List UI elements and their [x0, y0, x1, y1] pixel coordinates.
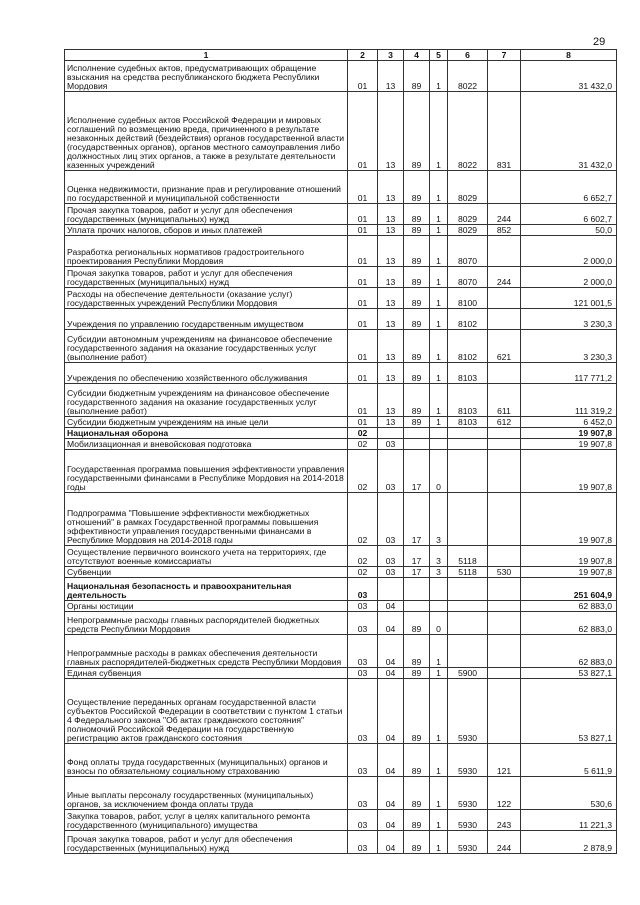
expense-type-code: [488, 236, 521, 267]
row-name: Единая субвенция: [65, 668, 348, 679]
program-code: 89: [404, 309, 430, 330]
row-name: Субсидии автономным учреждениям на финансовое обеспечение государственного задания на оказание государственных услуг (выполнение работ): [65, 330, 348, 363]
budget-table: [64, 49, 617, 854]
amount: 117 771,2: [521, 363, 617, 384]
subprogram-code: 1: [430, 744, 448, 777]
subsection-code: 13: [378, 92, 404, 171]
subsection-code: 03: [378, 450, 404, 493]
program-code: 17: [404, 567, 430, 578]
program-code: 89: [404, 679, 430, 744]
subprogram-code: 1: [430, 363, 448, 384]
expense-type-code: [488, 61, 521, 92]
subsection-code: 04: [378, 679, 404, 744]
target-code: [448, 601, 488, 612]
amount: 53 827,1: [521, 668, 617, 679]
col-header-7: 7: [488, 50, 521, 61]
row-name: Непрограммные расходы главных распорядителей бюджетных средств Республики Мордовия: [65, 612, 348, 635]
target-code: [448, 578, 488, 601]
table-row: [65, 61, 617, 92]
subsection-code: 03: [378, 567, 404, 578]
subprogram-code: 1: [430, 668, 448, 679]
section-code: 03: [348, 601, 378, 612]
table-row: [65, 267, 617, 288]
table-row: [65, 810, 617, 831]
amount: 530,6: [521, 777, 617, 810]
subsection-code: 04: [378, 744, 404, 777]
amount: 6 652,7: [521, 171, 617, 204]
expense-type-code: 530: [488, 567, 521, 578]
program-code: 89: [404, 225, 430, 236]
target-code: 8070: [448, 236, 488, 267]
expense-type-code: [488, 309, 521, 330]
amount: 19 907,8: [521, 439, 617, 450]
subprogram-code: [430, 439, 448, 450]
table-row: [65, 309, 617, 330]
target-code: 5900: [448, 668, 488, 679]
table-row: [65, 777, 617, 810]
table-row: [65, 439, 617, 450]
row-name: Исполнение судебных актов Российской Федерации и мировых соглашений по возмещению вреда, причиненного в результате незаконных действий (бездействия) органов государственной власти (государственных органов), органов местного самоуправления либо должностных лиц этих органов, а также в результате деятельности казенных учреждений: [65, 92, 348, 171]
section-code: 03: [348, 831, 378, 854]
row-name: Фонд оплаты труда государственных (муниципальных) органов и взносы по обязательному социальному страхованию: [65, 744, 348, 777]
table-row: [65, 236, 617, 267]
subsection-code: 04: [378, 635, 404, 668]
subprogram-code: 1: [430, 171, 448, 204]
subsection-code: 03: [378, 439, 404, 450]
col-header-8: 8: [521, 50, 617, 61]
amount: 6 452,0: [521, 417, 617, 428]
row-name: Национальная оборона: [65, 428, 348, 439]
subsection-code: 13: [378, 363, 404, 384]
row-name: Прочая закупка товаров, работ и услуг для обеспечения государственных (муниципальных) нужд: [65, 831, 348, 854]
program-code: 89: [404, 384, 430, 417]
target-code: 5930: [448, 744, 488, 777]
subprogram-code: 1: [430, 92, 448, 171]
amount: 53 827,1: [521, 679, 617, 744]
amount: 31 432,0: [521, 61, 617, 92]
col-header-4: 4: [404, 50, 430, 61]
subprogram-code: 1: [430, 204, 448, 225]
row-name: Национальная безопасность и правоохранительная деятельность: [65, 578, 348, 601]
target-code: [448, 635, 488, 668]
subprogram-code: 1: [430, 635, 448, 668]
amount: 11 221,3: [521, 810, 617, 831]
table-row: [65, 92, 617, 171]
expense-type-code: [488, 363, 521, 384]
table-row: [65, 831, 617, 854]
program-code: [404, 439, 430, 450]
target-code: 8022: [448, 92, 488, 171]
target-code: 8029: [448, 171, 488, 204]
subprogram-code: [430, 578, 448, 601]
table-row: [65, 417, 617, 428]
program-code: 89: [404, 831, 430, 854]
section-code: 03: [348, 777, 378, 810]
expense-type-code: 122: [488, 777, 521, 810]
row-name: Исполнение судебных актов, предусматривающих обращение взыскания на средства республиканского бюджета Республики Мордовия: [65, 61, 348, 92]
subprogram-code: 1: [430, 679, 448, 744]
subprogram-code: [430, 601, 448, 612]
program-code: 89: [404, 204, 430, 225]
table-row: [65, 601, 617, 612]
program-code: 17: [404, 546, 430, 567]
amount: 62 883,0: [521, 635, 617, 668]
program-code: 89: [404, 612, 430, 635]
subsection-code: 04: [378, 612, 404, 635]
subsection-code: 04: [378, 777, 404, 810]
subsection-code: 13: [378, 171, 404, 204]
subsection-code: 03: [378, 493, 404, 546]
subsection-code: 13: [378, 417, 404, 428]
table-row: [65, 428, 617, 439]
program-code: 89: [404, 267, 430, 288]
row-name: Учреждения по управлению государственным имуществом: [65, 309, 348, 330]
expense-type-code: 243: [488, 810, 521, 831]
subsection-code: 13: [378, 330, 404, 363]
subprogram-code: 1: [430, 236, 448, 267]
subprogram-code: 3: [430, 546, 448, 567]
expense-type-code: [488, 288, 521, 309]
row-name: Расходы на обеспечение деятельности (оказание услуг) государственных учреждений Республики Мордовия: [65, 288, 348, 309]
section-code: 01: [348, 288, 378, 309]
expense-type-code: [488, 668, 521, 679]
subsection-code: 13: [378, 309, 404, 330]
subprogram-code: 0: [430, 612, 448, 635]
program-code: 89: [404, 777, 430, 810]
section-code: 02: [348, 493, 378, 546]
section-code: 01: [348, 236, 378, 267]
subsection-code: 13: [378, 267, 404, 288]
header-row: [65, 50, 617, 61]
section-code: 03: [348, 578, 378, 601]
row-name: Непрограммные расходы в рамках обеспечения деятельности главных распорядителей-бюджетных средств Республики Мордовия: [65, 635, 348, 668]
amount: 251 604,9: [521, 578, 617, 601]
program-code: 89: [404, 810, 430, 831]
amount: 121 001,5: [521, 288, 617, 309]
target-code: 5930: [448, 810, 488, 831]
amount: 111 319,2: [521, 384, 617, 417]
section-code: 01: [348, 384, 378, 417]
amount: 5 611,9: [521, 744, 617, 777]
expense-type-code: 121: [488, 744, 521, 777]
subsection-code: 13: [378, 225, 404, 236]
amount: 19 907,8: [521, 493, 617, 546]
section-code: 03: [348, 679, 378, 744]
target-code: [448, 612, 488, 635]
target-code: 5930: [448, 831, 488, 854]
col-header-3: 3: [378, 50, 404, 61]
expense-type-code: 244: [488, 267, 521, 288]
table-row: [65, 744, 617, 777]
amount: 2 000,0: [521, 236, 617, 267]
subsection-code: 13: [378, 204, 404, 225]
target-code: 8102: [448, 330, 488, 363]
row-name: Учреждения по обеспечению хозяйственного обслуживания: [65, 363, 348, 384]
table-row: [65, 330, 617, 363]
subsection-code: [378, 428, 404, 439]
subsection-code: 13: [378, 384, 404, 417]
amount: 2 878,9: [521, 831, 617, 854]
table-row: [65, 546, 617, 567]
row-name: Субсидии бюджетным учреждениям на финансовое обеспечение государственного задания на оказание государственных услуг (выполнение работ): [65, 384, 348, 417]
table-row: [65, 635, 617, 668]
table-row: [65, 288, 617, 309]
subsection-code: 13: [378, 236, 404, 267]
subsection-code: 04: [378, 668, 404, 679]
table-row: [65, 567, 617, 578]
section-code: 02: [348, 428, 378, 439]
section-code: 02: [348, 450, 378, 493]
section-code: 03: [348, 744, 378, 777]
table-row: [65, 668, 617, 679]
subsection-code: [378, 578, 404, 601]
program-code: [404, 601, 430, 612]
row-name: Закупка товаров, работ, услуг в целях капитального ремонта государственного (муниципального) имущества: [65, 810, 348, 831]
program-code: 89: [404, 236, 430, 267]
target-code: [448, 450, 488, 493]
table-row: [65, 171, 617, 204]
expense-type-code: [488, 439, 521, 450]
row-name: Осуществление первичного воинского учета на территориях, где отсутствуют военные комиссариаты: [65, 546, 348, 567]
amount: 3 230,3: [521, 309, 617, 330]
amount: 62 883,0: [521, 612, 617, 635]
program-code: 89: [404, 171, 430, 204]
target-code: 8103: [448, 417, 488, 428]
col-header-1: 1: [65, 50, 348, 61]
subprogram-code: 3: [430, 493, 448, 546]
target-code: [448, 493, 488, 546]
section-code: 02: [348, 567, 378, 578]
amount: 19 907,8: [521, 450, 617, 493]
subprogram-code: 1: [430, 288, 448, 309]
row-name: Осуществление переданных органам государственной власти субъектов Российской Федерации в соответствии с пунктом 1 статьи 4 Федерального закона "Об актах гражданского состояния" полномочий Российской Федерации на государственную регистрацию актов гражданского состояния: [65, 679, 348, 744]
section-code: 03: [348, 810, 378, 831]
target-code: 5930: [448, 777, 488, 810]
amount: 6 602,7: [521, 204, 617, 225]
expense-type-code: 852: [488, 225, 521, 236]
target-code: 5930: [448, 679, 488, 744]
subprogram-code: 1: [430, 225, 448, 236]
table-row: [65, 204, 617, 225]
expense-type-code: [488, 635, 521, 668]
subprogram-code: 1: [430, 330, 448, 363]
row-name: Государственная программа повышения эффективности управления государственными финансами в Республике Мордовия на 2014-2018 годы: [65, 450, 348, 493]
subsection-code: 13: [378, 61, 404, 92]
program-code: 89: [404, 635, 430, 668]
row-name: Субвенции: [65, 567, 348, 578]
expense-type-code: [488, 679, 521, 744]
subprogram-code: 1: [430, 777, 448, 810]
amount: 19 907,8: [521, 546, 617, 567]
target-code: [448, 428, 488, 439]
target-code: 5118: [448, 567, 488, 578]
subprogram-code: [430, 428, 448, 439]
table-row: [65, 679, 617, 744]
row-name: Разработка региональных нормативов градостроительного проектирования Республики Мордовия: [65, 236, 348, 267]
table-row: [65, 225, 617, 236]
expense-type-code: [488, 171, 521, 204]
page-number: 29: [593, 36, 606, 48]
program-code: [404, 578, 430, 601]
section-code: 02: [348, 439, 378, 450]
target-code: 8100: [448, 288, 488, 309]
subprogram-code: 1: [430, 417, 448, 428]
table-row: [65, 384, 617, 417]
subprogram-code: 1: [430, 810, 448, 831]
expense-type-code: [488, 546, 521, 567]
expense-type-code: [488, 578, 521, 601]
row-name: Органы юстиции: [65, 601, 348, 612]
section-code: 01: [348, 363, 378, 384]
table-row: [65, 450, 617, 493]
program-code: 89: [404, 288, 430, 309]
subprogram-code: 3: [430, 567, 448, 578]
row-name: Подпрограмма "Повышение эффективности межбюджетных отношений" в рамках Государственной программы повышения эффективности управления государственными финансами в Республике Мордовия на 2014-2018 годы: [65, 493, 348, 546]
amount: 19 907,8: [521, 567, 617, 578]
row-name: Мобилизационная и вневойсковая подготовка: [65, 439, 348, 450]
row-name: Оценка недвижимости, признание прав и регулирование отношений по государственной и муниципальной собственности: [65, 171, 348, 204]
target-code: 5118: [448, 546, 488, 567]
subprogram-code: 1: [430, 267, 448, 288]
expense-type-code: 612: [488, 417, 521, 428]
program-code: 89: [404, 744, 430, 777]
target-code: 8070: [448, 267, 488, 288]
target-code: 8103: [448, 384, 488, 417]
section-code: 01: [348, 92, 378, 171]
subsection-code: 13: [378, 288, 404, 309]
subprogram-code: 1: [430, 309, 448, 330]
row-name: Прочая закупка товаров, работ и услуг для обеспечения государственных (муниципальных) нужд: [65, 204, 348, 225]
program-code: 89: [404, 92, 430, 171]
program-code: [404, 428, 430, 439]
expense-type-code: 611: [488, 384, 521, 417]
amount: 3 230,3: [521, 330, 617, 363]
expense-type-code: 831: [488, 92, 521, 171]
section-code: 03: [348, 635, 378, 668]
col-header-2: 2: [348, 50, 378, 61]
target-code: 8102: [448, 309, 488, 330]
target-code: 8029: [448, 204, 488, 225]
amount: 2 000,0: [521, 267, 617, 288]
row-name: Иные выплаты персоналу государственных (муниципальных) органов, за исключением фонда оплаты труда: [65, 777, 348, 810]
col-header-5: 5: [430, 50, 448, 61]
section-code: 01: [348, 171, 378, 204]
amount: 50,0: [521, 225, 617, 236]
section-code: 03: [348, 668, 378, 679]
amount: 62 883,0: [521, 601, 617, 612]
expense-type-code: [488, 601, 521, 612]
section-code: 01: [348, 204, 378, 225]
subsection-code: 04: [378, 831, 404, 854]
expense-type-code: [488, 612, 521, 635]
table-row: [65, 493, 617, 546]
table-row: [65, 612, 617, 635]
subprogram-code: 1: [430, 61, 448, 92]
table-row: [65, 363, 617, 384]
col-header-6: 6: [448, 50, 488, 61]
program-code: 89: [404, 417, 430, 428]
section-code: 01: [348, 309, 378, 330]
program-code: 89: [404, 363, 430, 384]
section-code: 03: [348, 612, 378, 635]
section-code: 01: [348, 330, 378, 363]
program-code: 89: [404, 330, 430, 363]
subsection-code: 04: [378, 810, 404, 831]
subprogram-code: 1: [430, 384, 448, 417]
program-code: 17: [404, 450, 430, 493]
row-name: Уплата прочих налогов, сборов и иных платежей: [65, 225, 348, 236]
amount: 19 907,8: [521, 428, 617, 439]
section-code: 02: [348, 546, 378, 567]
target-code: 8029: [448, 225, 488, 236]
subsection-code: 03: [378, 546, 404, 567]
subprogram-code: 1: [430, 831, 448, 854]
expense-type-code: [488, 428, 521, 439]
amount: 31 432,0: [521, 92, 617, 171]
expense-type-code: [488, 450, 521, 493]
section-code: 01: [348, 225, 378, 236]
program-code: 89: [404, 61, 430, 92]
expense-type-code: 244: [488, 204, 521, 225]
expense-type-code: [488, 493, 521, 546]
row-name: Субсидии бюджетным учреждениям на иные цели: [65, 417, 348, 428]
expense-type-code: 621: [488, 330, 521, 363]
program-code: 17: [404, 493, 430, 546]
section-code: 01: [348, 61, 378, 92]
subsection-code: 04: [378, 601, 404, 612]
subprogram-code: 0: [430, 450, 448, 493]
target-code: 8022: [448, 61, 488, 92]
section-code: 01: [348, 267, 378, 288]
expense-type-code: 244: [488, 831, 521, 854]
target-code: 8103: [448, 363, 488, 384]
row-name: Прочая закупка товаров, работ и услуг для обеспечения государственных (муниципальных) нужд: [65, 267, 348, 288]
target-code: [448, 439, 488, 450]
table-row: [65, 578, 617, 601]
section-code: 01: [348, 417, 378, 428]
program-code: 89: [404, 668, 430, 679]
